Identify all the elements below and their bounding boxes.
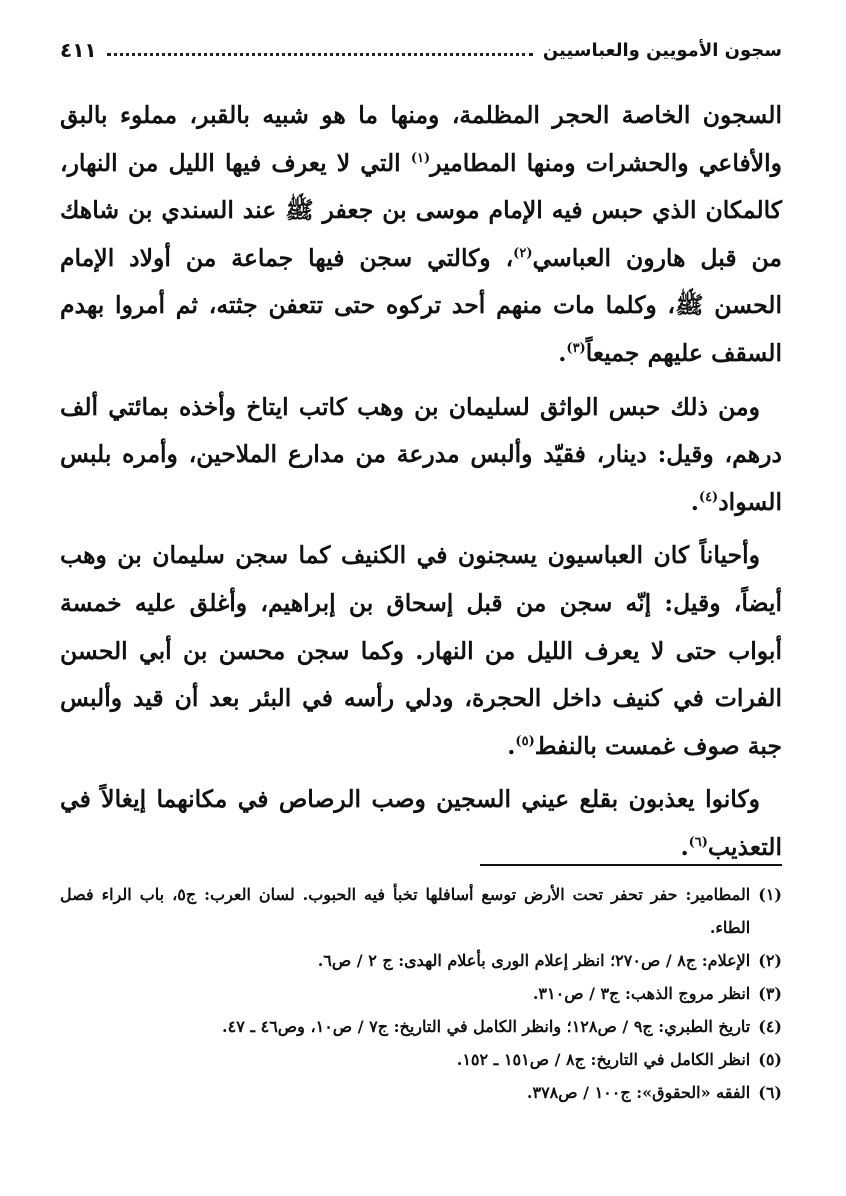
footnote-reference[interactable]: (٥): [515, 733, 535, 749]
paragraph-text: ومن ذلك حبس الواثق لسليمان بن وهب كاتب ايتاخ وأخذه بمائتي ألف درهم، وقيل: دينار، فقيّد وألبس مدرعة من مدارع الملاحين، وأمره بلبس السواد: [60, 392, 782, 516]
paragraph-text: وكانوا يعذبون بقلع عيني السجين وصب الرصاص في مكانهما إيغالاً في التعذيب: [60, 785, 782, 861]
footnote-text: انظر مروج الذهب: ج٣ / ص٣١٠.: [532, 984, 751, 1003]
footnote: [60, 944, 782, 977]
footnote: [60, 878, 782, 944]
footnote-reference[interactable]: (١): [410, 150, 431, 166]
paragraph-text: .: [558, 338, 567, 367]
footnote: [60, 1043, 782, 1076]
page-header: [60, 30, 782, 70]
footnote-text: الإعلام: ج٨ / ص٢٧٠؛ انظر إعلام الورى بأعلام الهدى: ج ٢ / ص٦.: [317, 951, 751, 970]
footnote-text: المطامير: حفر تحفر تحت الأرض توسع أسافلها تخبأ فيه الحبوب. لسان العرب: ج٥، باب الراء فصل الطاء.: [60, 885, 751, 937]
footnote-text: الفقه «الحقوق»: ج١٠٠ / ص٣٧٨.: [526, 1083, 751, 1102]
footnote-reference[interactable]: (٤): [698, 489, 719, 505]
paragraph: [60, 384, 782, 527]
footnote-number: (٤): [758, 1017, 782, 1036]
paragraph-text: .: [507, 731, 516, 760]
footnote-reference[interactable]: (٦): [688, 835, 708, 851]
footnote-reference[interactable]: (٢): [513, 245, 533, 261]
footnote-reference[interactable]: (٣): [566, 341, 586, 357]
paragraph-text: .: [680, 832, 689, 861]
footnote: [60, 977, 782, 1010]
header-dotted-leader: [107, 53, 533, 56]
paragraph: [60, 532, 782, 770]
footnote-number: (٢): [758, 951, 782, 970]
paragraph-text: السجون الخاصة الحجر المظلمة، ومنها ما هو شبيه بالقبر، مملوء بالبق والأفاعي والحشرات ومنها المطامير: [60, 101, 782, 177]
paragraph-text: .: [690, 487, 699, 516]
footnote-number: (١): [758, 885, 782, 904]
footnote: [60, 1010, 782, 1043]
paragraph-text: ، وكالتي سجن فيها جماعة من أولاد الإمام الحسن ﷺ، وكلما مات منهم أحد تركوه حتى تتعفن جثته، ثم أمروا بهدم السقف عليهم جميعاً: [60, 243, 782, 367]
footnote: [60, 1076, 782, 1109]
footnote-separator: [480, 864, 782, 866]
footnote-text: تاريخ الطبري: ج٩ / ص١٢٨؛ وانظر الكامل في التاريخ: ج٧ / ص١٠، وص٤٦ ـ ٤٧.: [222, 1017, 751, 1036]
paragraph-text: التي لا يعرف فيها الليل من النهار، كالمكان الذي حبس فيه الإمام موسى بن جعفر ﷺ عند السندي بن شاهك من قبل هارون العباسي: [60, 148, 782, 272]
paragraph-text: وأحياناً كان العباسيون يسجنون في الكنيف كما سجن سليمان بن وهب أيضاً، وقيل: إنّه سجن من قبل إسحاق بن إبراهيم، وأغلق عليه خمسة أبواب حتى لا يعرف الليل من النهار. وكما سجن محسن بن أبي الحسن الفرات في كنيف داخل الحجرة، ودلي رأسه في البئر بعد أن قيد وألبس جبة صوف غمست بالنفط: [60, 541, 782, 760]
paragraph: [60, 776, 782, 871]
footnote-text: انظر الكامل في التاريخ: ج٨ / ص١٥١ ـ ١٥٢.: [456, 1050, 751, 1069]
paragraph: [60, 92, 782, 378]
footnote-number: (٥): [758, 1050, 782, 1069]
running-title: سجون الأمويين والعباسيين: [542, 39, 782, 61]
footnotes: [60, 878, 782, 1109]
footnote-number: (٣): [758, 984, 782, 1003]
page-number: ٤١١: [60, 38, 97, 62]
body-text: [60, 92, 782, 872]
footnote-number: (٦): [758, 1083, 782, 1102]
